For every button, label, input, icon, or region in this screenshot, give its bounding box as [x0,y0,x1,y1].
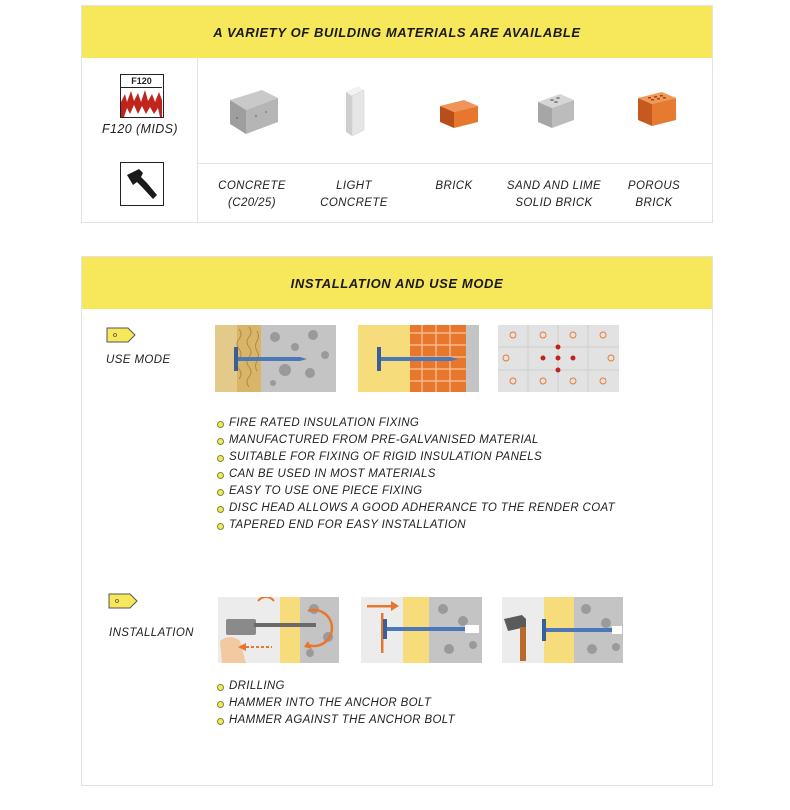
material-concrete [202,58,302,223]
installation-step: DRILLING [217,678,455,695]
installation-label: INSTALLATION [109,627,194,639]
feature-item: DISC HEAD ALLOWS A GOOD ADHERANCE TO THE RENDER COAT [217,500,615,517]
tag-icon [106,327,136,343]
feature-item: SUITABLE FOR FIXING OF RIGID INSULATION PANELS [217,449,615,466]
feature-item: CAN BE USED IN MOST MATERIALS [217,466,615,483]
tag-icon [108,593,138,609]
fire-rating-label: F120 (MIDS) [102,122,178,136]
fire-rating-column [82,58,198,223]
concrete-block-icon [222,78,282,138]
installation-figure-hammer-against [502,597,623,663]
hammer-box [120,162,164,206]
material-light-concrete [304,58,404,223]
material-name: BRICK [435,180,473,192]
material-name: CONCRETE (C20/25) [218,180,286,209]
sand-lime-brick-icon [524,78,584,138]
material-name: POROUS BRICK [627,180,681,209]
feature-item: FIRE RATED INSULATION FIXING [217,415,615,432]
materials-title: A VARIETY OF BUILDING MATERIALS ARE AVAILABLE [82,6,712,58]
feature-item: TAPERED END FOR EASY INSTALLATION [217,517,615,534]
porous-brick-icon [624,78,684,138]
light-concrete-block-icon [324,78,384,138]
hammer-icon [121,163,162,204]
brick-icon [424,78,484,138]
use-mode-figure-wood [215,325,336,392]
installation-step-list [217,678,455,729]
use-mode-figure-brick [358,325,479,392]
material-brick [404,58,504,223]
feature-item: EASY TO USE ONE PIECE FIXING [217,483,615,500]
use-mode-figure-panel-layout [498,325,619,392]
materials-panel [81,5,713,223]
installation-panel [81,256,713,786]
installation-title: INSTALLATION AND USE MODE [82,257,712,309]
installation-step: HAMMER INTO THE ANCHOR BOLT [217,695,455,712]
material-name: LIGHT CONCRETE [320,180,388,209]
feature-item: MANUFACTURED FROM PRE-GALVANISED MATERIAL [217,432,615,449]
use-mode-label: USE MODE [106,354,171,366]
fire-rating-badge [120,74,164,118]
fire-icon [121,88,162,117]
material-porous-brick [604,58,704,223]
installation-step: HAMMER AGAINST THE ANCHOR BOLT [217,712,455,729]
installation-figure-hammer-in [361,597,482,663]
material-name: SAND AND LIME SOLID BRICK [506,180,602,209]
use-mode-feature-list [217,415,615,534]
installation-figure-drilling [218,597,339,663]
material-sand-lime [504,58,604,223]
fire-badge-text: F120 [121,76,162,88]
